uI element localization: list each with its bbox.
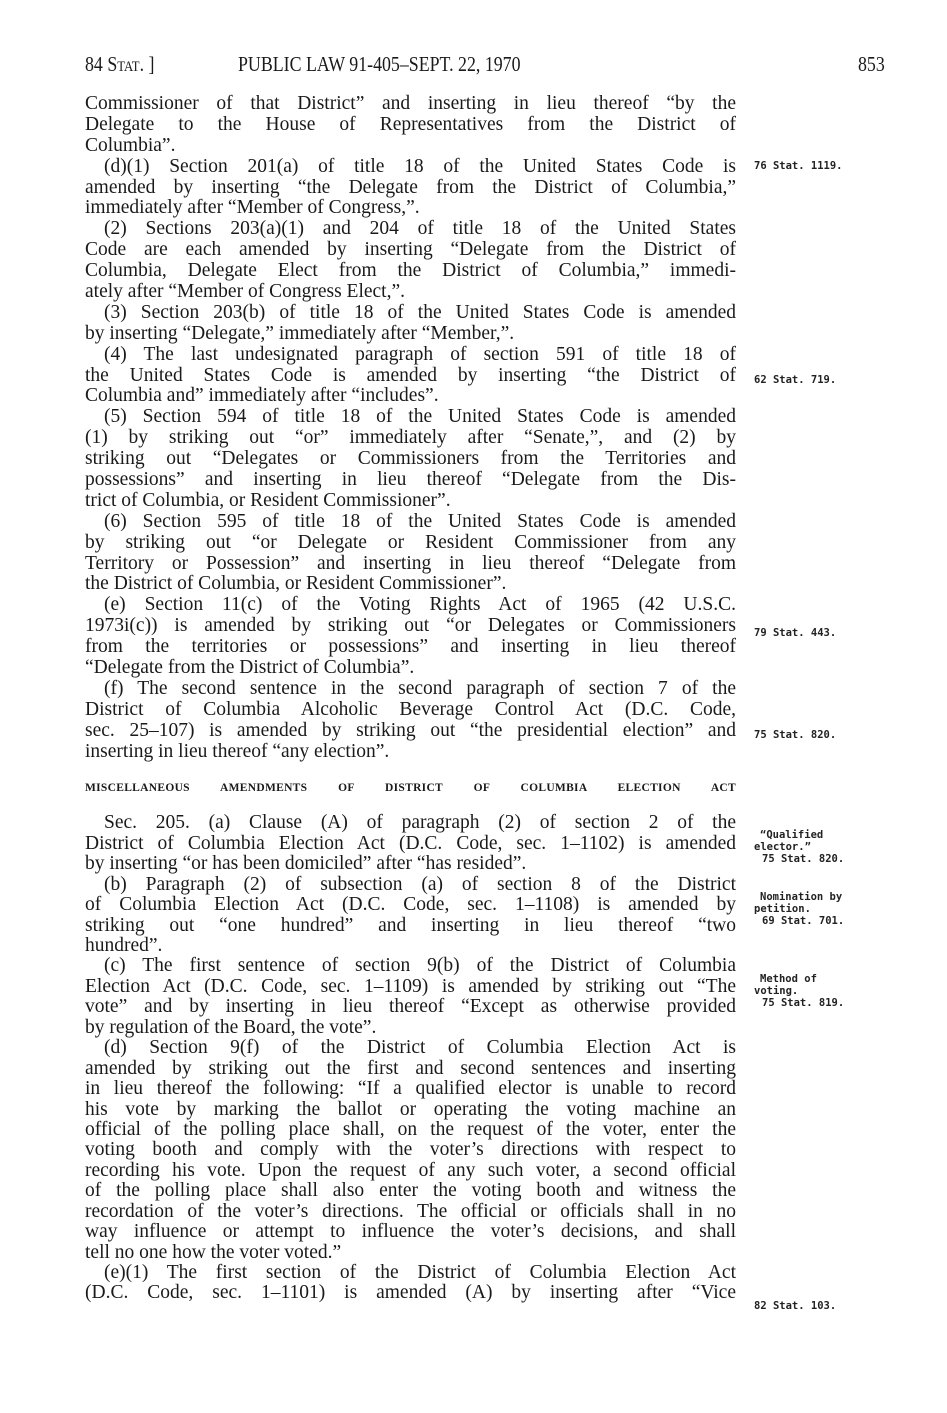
text-line: (e)(1) The first section of the District of Columbia Election Act — [104, 1262, 736, 1284]
text-line: the District of Columbia, or Resident Commissioner”. — [85, 573, 507, 595]
margin-note-label: elector.” — [754, 841, 811, 853]
paragraph — [85, 303, 736, 345]
margin-note-citation: 82 Stat. 103. — [754, 1300, 837, 1312]
text-line: (d)(1) Section 201(a) of title 18 of the United States Code is — [104, 155, 736, 177]
text-line: amended by inserting “the Delegate from the District of Columbia,” — [85, 176, 736, 198]
text-line: of the polling place shall also enter the voting booth and witness the — [85, 1180, 736, 1202]
margin-note-citation: 69 Stat. 701. — [762, 915, 845, 927]
text-line: (b) Paragraph (2) of subsection (a) of section 8 of the District — [104, 873, 736, 895]
text-line: from the territories or possessions” and inserting in lieu thereof — [85, 636, 736, 658]
margin-note — [754, 1300, 836, 1312]
paragraph — [85, 1263, 736, 1304]
margin-note-citation: 75 Stat. 819. — [762, 997, 845, 1009]
running-head-title: PUBLIC LAW 91-405–SEPT. 22, 1970 — [238, 52, 521, 76]
text-line: in lieu thereof the following: “If a qualified elector is unable to record — [85, 1078, 736, 1100]
text-line: striking out “Delegates or Commissioners from the Territories and — [85, 448, 736, 470]
margin-note — [754, 891, 844, 927]
text-line: District of Columbia Election Act (D.C. Code, sec. 1–1102) is amended — [85, 832, 736, 854]
paragraph — [85, 956, 736, 1038]
text-line: Election Act (D.C. Code, sec. 1–1109) is amended by striking out “The — [85, 975, 736, 997]
text-line: sec. 25–107) is amended by striking out “the presidential election” and — [85, 719, 736, 741]
text-line: of Columbia Election Act (D.C. Code, sec. 1–1108) is amended by — [85, 894, 736, 916]
margin-note-label: petition. — [754, 903, 811, 915]
section-amendments-title-18 — [85, 94, 736, 763]
text-line: (d) Section 9(f) of the District of Columbia Election Act is — [104, 1037, 736, 1059]
page-number: 853 — [858, 52, 885, 76]
text-line: hundred”. — [85, 935, 163, 957]
paragraph — [85, 875, 736, 957]
text-line: striking out “one hundred” and inserting in lieu thereof “two — [85, 914, 736, 936]
text-line: voting booth and comply with the voter’s directions with respect to — [85, 1139, 736, 1161]
margin-note-citation: 75 Stat. 820. — [754, 729, 837, 741]
running-head-volume: 84 Stat. ] — [85, 52, 155, 76]
text-line: (5) Section 594 of title 18 of the United States Code is amended — [104, 406, 736, 428]
text-line: by inserting “Delegate,” immediately after “Member,”. — [85, 322, 515, 344]
margin-note — [754, 160, 843, 172]
paragraph — [85, 94, 736, 157]
text-line: ately after “Member of Congress Elect,”. — [85, 281, 405, 303]
text-line: the United States Code is amended by inserting “the District of — [85, 364, 736, 386]
text-line: (4) The last undesignated paragraph of section 591 of title 18 of — [104, 343, 736, 365]
text-line: (e) Section 11(c) of the Voting Rights Act of 1965 (42 U.S.C. — [104, 594, 736, 616]
margin-note — [754, 829, 844, 865]
text-line: his vote by marking the ballot or operating the voting machine an — [85, 1098, 736, 1120]
text-line: “Delegate from the District of Columbia”. — [85, 657, 415, 679]
body-text — [85, 94, 736, 1304]
text-line: tell no one how the voter voted.” — [85, 1241, 342, 1263]
margin-note-citation: 75 Stat. 820. — [762, 853, 845, 865]
margin-note-citation: 62 Stat. 719. — [754, 374, 837, 386]
text-line: Territory or Possession” and inserting in lieu thereof “Delegate from — [85, 552, 736, 574]
text-line: amended by striking out the first and second sentences and inserting — [85, 1057, 736, 1079]
margin-note-label: voting. — [754, 985, 799, 997]
paragraph — [85, 595, 736, 679]
text-line: recordation of the voter’s directions. The official or officials shall in no — [85, 1200, 736, 1222]
section-heading: MISCELLANEOUS AMENDMENTS OF DISTRICT OF COLUMBIA ELECTION ACT — [85, 781, 736, 794]
text-line: Delegate to the House of Representatives from the District of — [85, 113, 736, 135]
text-line: 1973i(c)) is amended by striking out “or Delegates or Commissioners — [85, 615, 736, 637]
paragraph — [85, 157, 736, 220]
margin-note — [754, 729, 836, 741]
margin-note-citation: 76 Stat. 1119. — [754, 160, 843, 172]
text-line: by inserting “or has been domiciled” after “has resided”. — [85, 853, 527, 875]
paragraph — [85, 679, 736, 763]
text-line: Commissioner of that District” and inserting in lieu thereof “by the — [85, 93, 736, 114]
text-line: by striking out “or Delegate or Resident Commissioner from any — [85, 531, 736, 553]
paragraph — [85, 345, 736, 408]
text-line: Columbia, Delegate Elect from the District of Columbia,” immedi- — [85, 260, 736, 282]
text-line: inserting in lieu thereof “any election”. — [85, 740, 390, 762]
margin-note-citation: 79 Stat. 443. — [754, 627, 837, 639]
text-line: Sec. 205. (a) Clause (A) of paragraph (2) of section 2 of the — [104, 812, 736, 834]
text-line: immediately after “Member of Congress,”. — [85, 197, 420, 219]
text-line: vote” and by inserting in lieu thereof “Except as otherwise provided — [85, 996, 736, 1018]
text-line: official of the polling place shall, on the request of the voter, enter the — [85, 1118, 736, 1140]
margin-note-label: Method of — [760, 973, 817, 985]
text-line: by regulation of the Board, the vote”. — [85, 1016, 377, 1038]
text-line: (f) The second sentence in the second paragraph of section 7 of the — [104, 677, 736, 699]
text-line: (c) The first sentence of section 9(b) of the District of Columbia — [104, 955, 736, 977]
text-line: (6) Section 595 of title 18 of the United States Code is amended — [104, 510, 736, 532]
paragraph — [85, 407, 736, 511]
paragraph — [85, 813, 736, 874]
margin-note — [754, 374, 836, 386]
paragraph — [85, 219, 736, 303]
text-line: way influence or attempt to influence the voter’s decisions, and shall — [85, 1221, 736, 1243]
text-line: Columbia”. — [85, 134, 176, 156]
text-line: Columbia and” immediately after “includes”. — [85, 385, 439, 407]
text-line: (D.C. Code, sec. 1–1101) is amended (A) by inserting after “Vice — [85, 1282, 736, 1304]
text-line: trict of Columbia, or Resident Commissioner”. — [85, 489, 451, 511]
text-line: (1) by striking out “or” immediately after “Senate,”, and (2) by — [85, 427, 736, 449]
margin-note-label: “Qualified — [760, 829, 824, 841]
text-line: District of Columbia Alcoholic Beverage Control Act (D.C. Code, — [85, 698, 736, 720]
text-line: recording his vote. Upon the request of any such voter, a second official — [85, 1159, 736, 1181]
margin-note — [754, 973, 844, 1009]
section-205 — [85, 813, 736, 1304]
text-line: (3) Section 203(b) of title 18 of the United States Code is amended — [104, 301, 736, 323]
margin-note — [754, 627, 836, 639]
text-line: possessions” and inserting in lieu thereof “Delegate from the Dis- — [85, 469, 736, 491]
paragraph — [85, 512, 736, 596]
paragraph — [85, 1038, 736, 1263]
text-line: Code are each amended by inserting “Delegate from the District of — [85, 239, 736, 261]
margin-note-label: Nomination by — [760, 891, 843, 903]
text-line: (2) Sections 203(a)(1) and 204 of title 18 of the United States — [104, 218, 736, 240]
